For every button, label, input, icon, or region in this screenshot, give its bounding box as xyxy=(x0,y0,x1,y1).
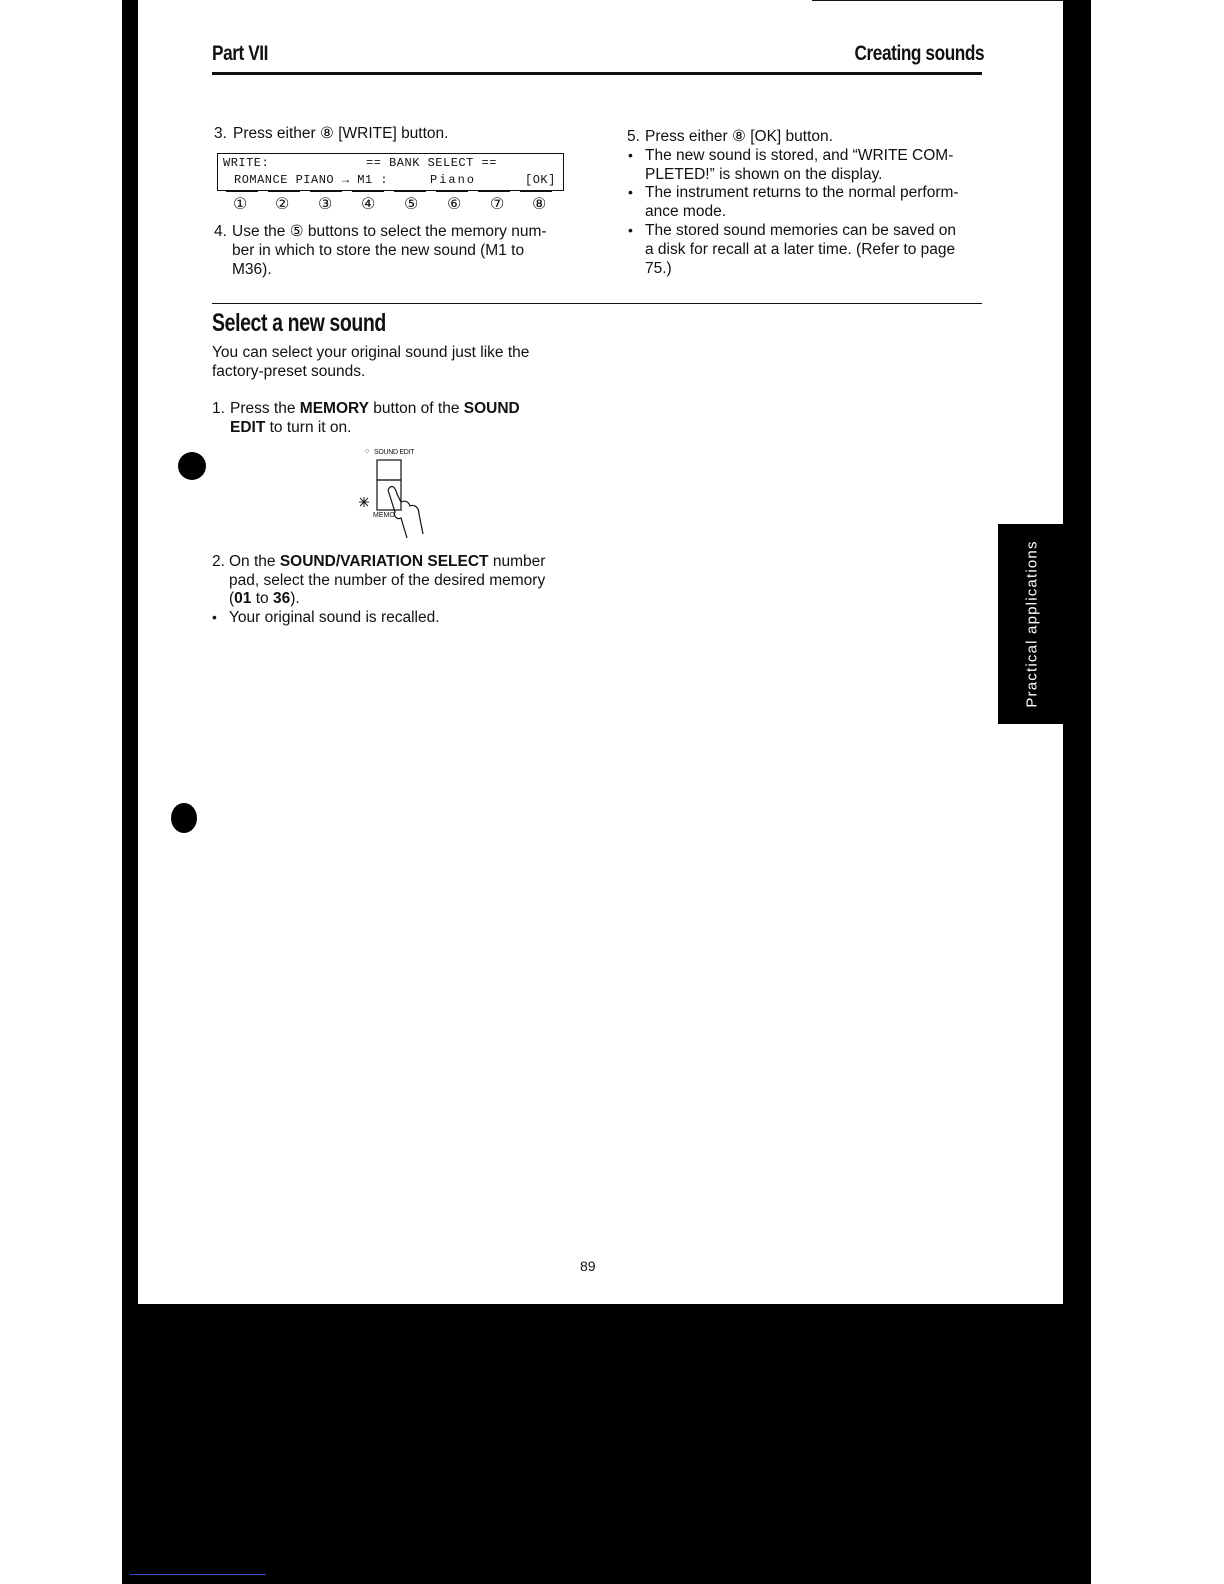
step-3-text: Press either ⑧ [WRITE] button. xyxy=(233,125,449,142)
punch-hole xyxy=(178,452,206,480)
lcd-button-6: ⑥ xyxy=(447,196,462,213)
scan-border-bottom xyxy=(122,1304,1091,1584)
lcd-button-5: ⑤ xyxy=(404,196,419,213)
step-4-line1: Use the ⑤ buttons to select the memory num- xyxy=(232,223,547,240)
punch-hole xyxy=(171,803,197,833)
step-4-line3: M36). xyxy=(232,261,272,278)
bullet-2-line2: ance mode. xyxy=(645,203,726,220)
step-1-line1: Press the MEMORY button of the SOUND xyxy=(230,400,520,417)
lcd-line2-left: ROMANCE PIANO → M1 : xyxy=(234,173,389,187)
lcd-button-1: ① xyxy=(233,196,248,213)
step-5-number: 5. xyxy=(627,128,640,145)
bullet-dot: • xyxy=(628,184,633,200)
lcd-button-7: ⑦ xyxy=(490,196,505,213)
intro-line2: factory-preset sounds. xyxy=(212,363,366,380)
lcd-button-4: ④ xyxy=(361,196,376,213)
section-rule xyxy=(212,303,982,304)
intro-line1: You can select your original sound just like the xyxy=(212,344,530,361)
step-4-line2: ber in which to store the new sound (M1 to xyxy=(232,242,525,259)
page-number: 89 xyxy=(580,1258,596,1274)
lcd-line1-left: WRITE: xyxy=(223,156,270,170)
lcd-button-rules xyxy=(226,191,556,193)
lcd-button-8: ⑧ xyxy=(532,196,547,213)
section-title: Select a new sound xyxy=(212,309,386,337)
memory-label: MEMO xyxy=(373,512,395,519)
bullet-3-line2: a disk for recall at a later time. (Refer to page xyxy=(645,241,956,258)
bullet-3-line3: 75.) xyxy=(645,260,672,277)
step-2-line3: (01 to 36). xyxy=(229,590,300,607)
bullet-dot: • xyxy=(212,609,217,625)
step-1-number: 1. xyxy=(212,400,225,417)
led-icon: ○ xyxy=(365,448,370,455)
hand-pressing-button-icon xyxy=(355,446,445,541)
bullet-dot: • xyxy=(628,147,633,163)
header-section-title: Creating sounds xyxy=(854,42,984,65)
lcd-line2-right: [OK] xyxy=(525,173,556,187)
lcd-line1-right: == BANK SELECT == xyxy=(366,156,497,170)
bullet-2-line1: The instrument returns to the normal perform- xyxy=(645,184,959,201)
lcd-button-3: ③ xyxy=(318,196,333,213)
lcd-line2-mid: Piano xyxy=(430,173,477,187)
top-edge-line xyxy=(812,0,1064,1)
lcd-button-2: ② xyxy=(275,196,290,213)
memory-button-illustration xyxy=(355,446,445,541)
sound-edit-label: SOUND EDIT xyxy=(374,449,415,456)
header-rule xyxy=(212,72,982,75)
step-2-number: 2. xyxy=(212,553,225,570)
step-4-number: 4. xyxy=(214,223,227,240)
lcd-display xyxy=(217,153,564,191)
bullet-1-line2: PLETED!” is shown on the display. xyxy=(645,166,883,183)
header-part: Part VII xyxy=(212,42,269,65)
bullet-3-line1: The stored sound memories can be saved on xyxy=(645,222,957,239)
bottom-blue-line xyxy=(130,1574,266,1575)
step-3-number: 3. xyxy=(214,125,227,142)
step-1-line2: EDIT to turn it on. xyxy=(230,419,352,436)
bullet-dot: • xyxy=(628,222,633,238)
step-2-line2: pad, select the number of the desired memory xyxy=(229,572,546,589)
recall-bullet-text: Your original sound is recalled. xyxy=(229,609,440,626)
step-5-text: Press either ⑧ [OK] button. xyxy=(645,128,833,145)
side-tab-label: Practical applications xyxy=(1023,540,1041,708)
step-2-line1: On the SOUND/VARIATION SELECT number xyxy=(229,553,546,570)
bullet-1-line1: The new sound is stored, and “WRITE COM- xyxy=(645,147,954,164)
